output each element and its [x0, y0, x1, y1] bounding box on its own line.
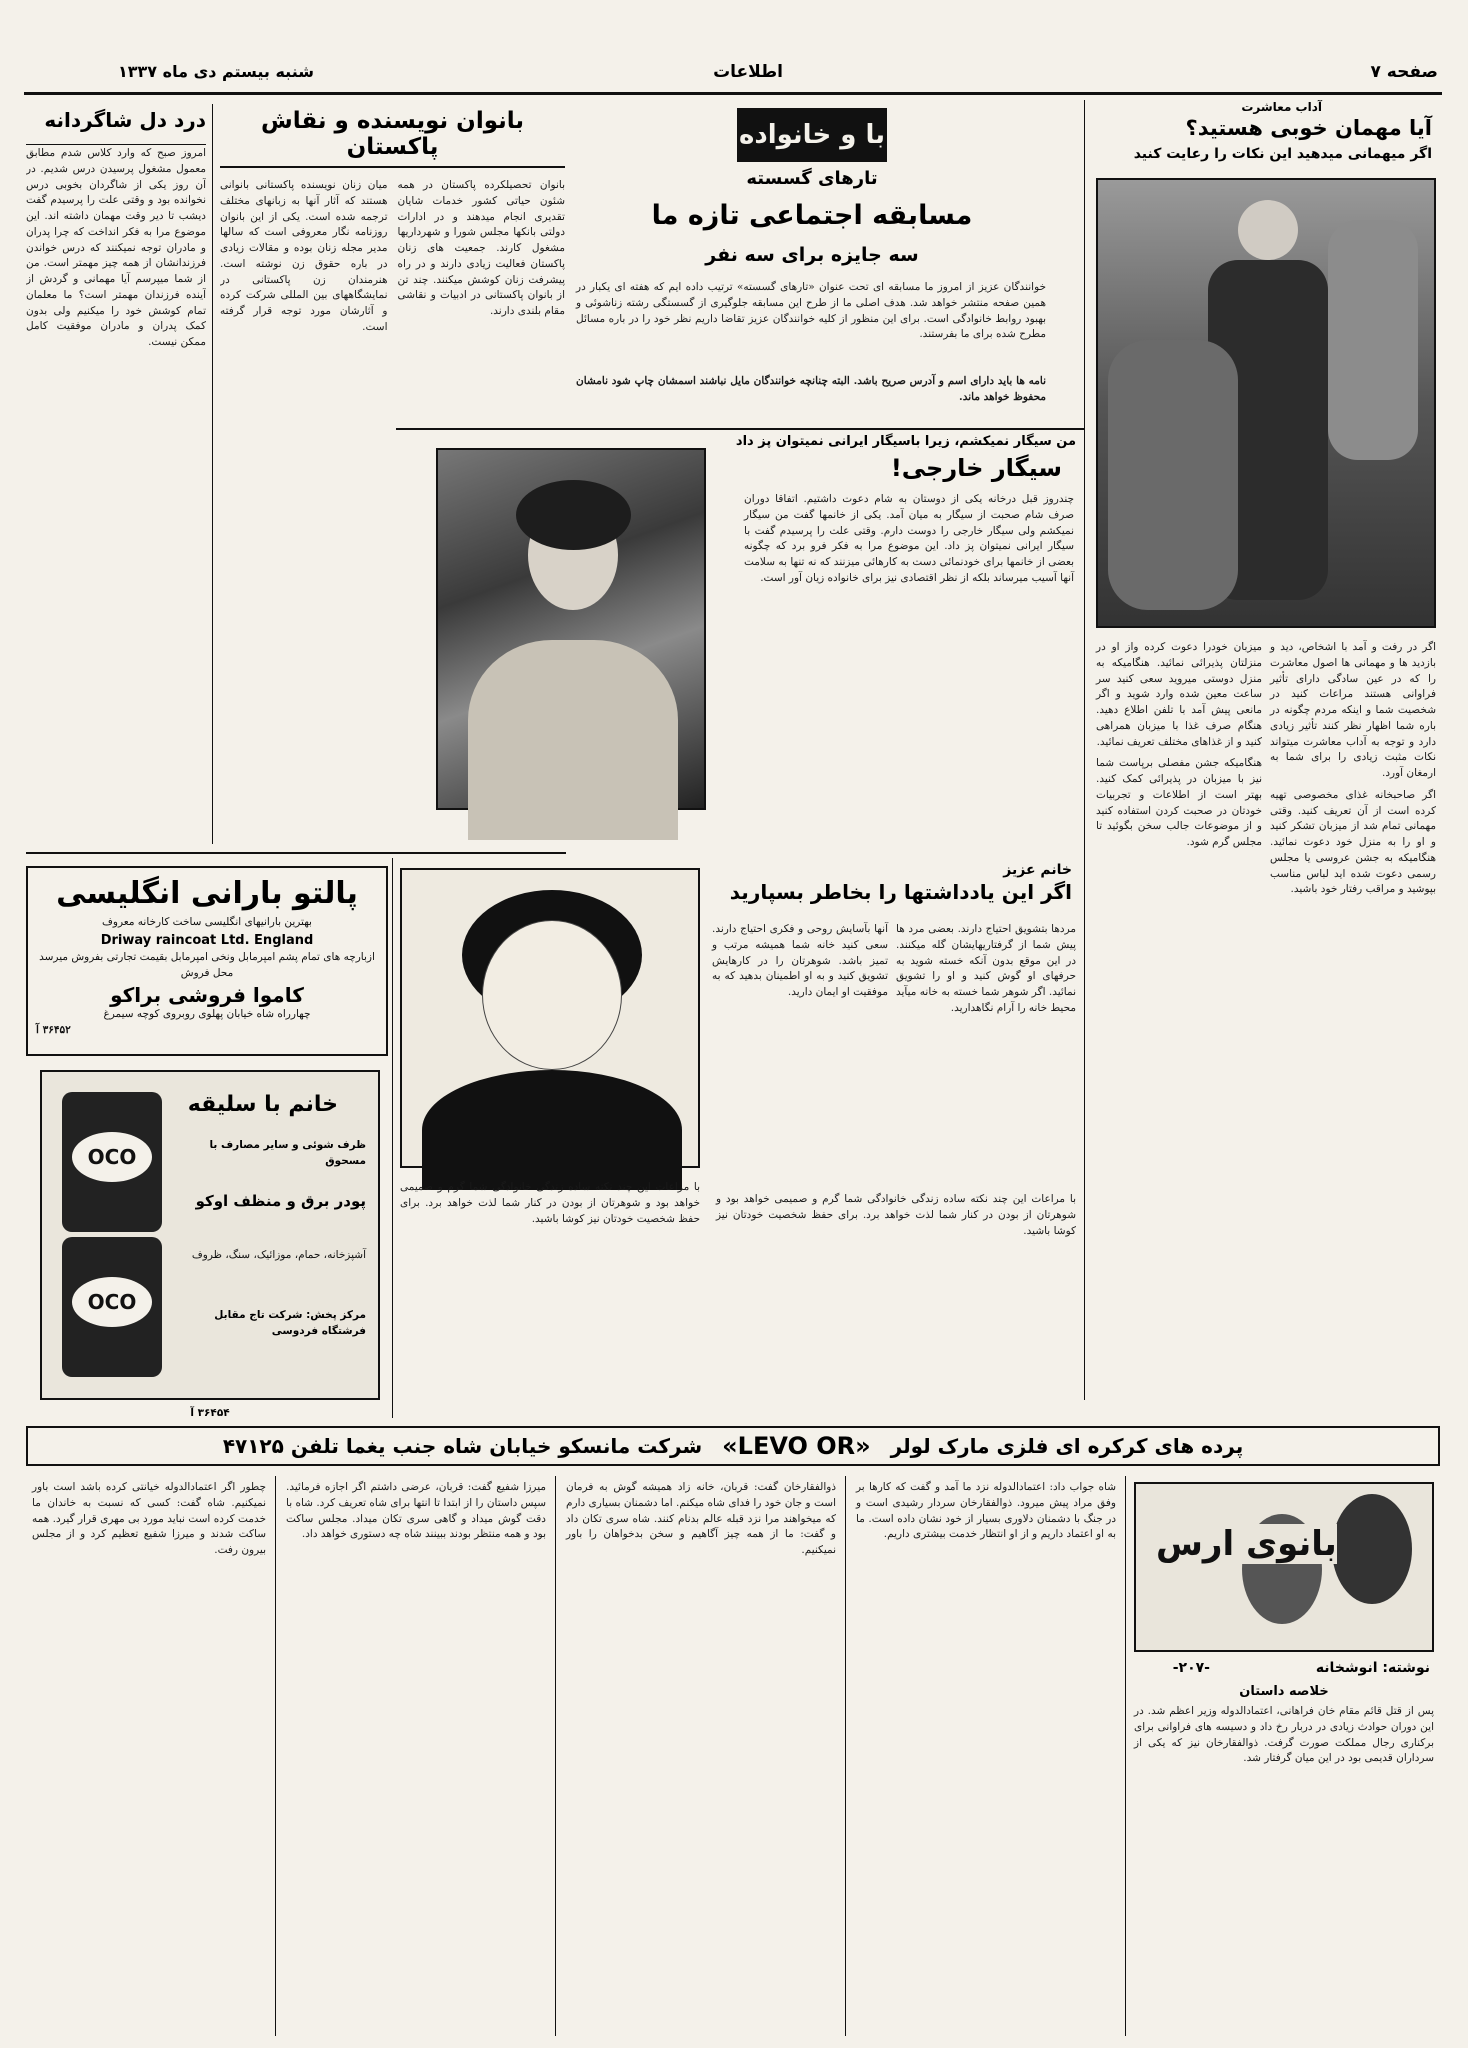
oco-can-1	[62, 1092, 162, 1232]
cigarette-kicker: من سیگار نمیکشم، زیرا باسیگار ایرانی نمیتوان پز داد	[735, 434, 1076, 449]
man-figure	[1332, 1494, 1412, 1604]
divider	[26, 144, 206, 145]
dress	[422, 1070, 682, 1190]
cigarette-photo	[436, 448, 706, 810]
contest-title: مسابقه اجتماعی تازه ما	[651, 200, 973, 231]
serial-story	[26, 1476, 1440, 2036]
oco-dealer: مرکز پخش: شرکت تاج مقابل فرشتگاه فردوسی	[214, 1309, 366, 1337]
etiquette-body-1: اگر در رفت و آمد با اشخاص، دید و بازدید ها و مهمانی ها اصول معاشرت را که در عین سادگی دارای تأثیر فراوانی هستند مراعات کنید در شخصیت شما و اینکه مردم چگونه در باره شما اظهار نظر کنند تأثیر زیادی دارد و توجه به آداب معاشرت میتواند نکات مثبت زیادی را برای شما به ارمغان آورد.	[1270, 641, 1436, 779]
oco-line-2: پودر برق و منظف اوکو	[195, 1192, 366, 1210]
page-number: صفحه ۷	[1370, 62, 1438, 82]
oco-logo: OCO	[72, 1277, 152, 1327]
contest-intro: خوانندگان عزیز از امروز ما مسابقه ای تحت عنوان «تارهای گسسته» ترتیب داده ایم که هفته ای یکبار در همین صفحه منتشر خواهد شد. هدف اصلی ما از طرح این مسابقه جلوگیری از گسستگی رشته زناشوئی و بهبود روابط خانوادگی است. برای این منظور از کلیه خوانندگان عزیز تقاضا داریم نظر خود را در باره مسائل مطرح شده برای ما بفرستند.	[576, 281, 1046, 341]
etiquette-body-2: میزبان خودرا دعوت کرده واز او در منزلتان پذیرائی نمائید. هنگامیکه به منزل دوستی میروید سعی کنید سر ساعت معین شده وارد شوید و اگر مانعی پیش آمد با تلفن اطلاع دهید. هنگام صرف غذا با میزبان همراهی کنید و از غذاهای مختلف تعریف نمائید.	[1096, 641, 1262, 748]
serial-illustration	[1134, 1482, 1434, 1652]
oco-line-1: ظرف شوئی و سایر مصارف با مسحوق	[209, 1139, 366, 1167]
smiling-woman-photo	[400, 868, 700, 1168]
man-standing	[1238, 200, 1298, 260]
etiquette-article	[1092, 100, 1442, 1400]
newspaper-name: اطلاعات	[713, 62, 783, 82]
seated-couple	[1108, 340, 1238, 610]
section-rule	[26, 852, 566, 854]
column-rule	[1125, 1476, 1126, 2036]
serial-col-3: میرزا شفیع گفت: قربان، عرضی داشتم اگر اجازه فرمائید. سپس داستان را از ابتدا تا انتها برای شاه تعریف کرد. شاه با دقت گوش میداد و گاهی سری تکان میداد. مجلس ساکت بود و همه منتظر بودند ببینند شاه چه دستوری خواهد داد.	[286, 1481, 546, 1541]
serial-col-4: چطور اگر اعتمادالدوله خیانتی کرده باشد است باور نمیکنیم. شاه گفت: کسی که نسبت به خاندان ما خدمت کرده است نباید مورد بی مهری قرار گیرد. همه ساکت شدند و میرزا شفیع تعظیم کرد و از مجلس بیرون رفت.	[32, 1481, 266, 1556]
student-body: امروز صبح که وارد کلاس شدم مطابق معمول مشغول پرسیدن درس شدیم. در آن روز یکی از شاگردان بخوبی درس نخوانده بود و وقتی علت را پرسیدم گفت دیشب تا دیر وقت مهمان داشته اند. این موضوع مرا به فکر انداخت که چرا پدران و مادران توجه نمیکنند که درس خواندن فرزندانشان از همه چیز مهمتر است. من از شما میپرسم آیا مهمانی و گردش از آینده فرزندان مهمتر است؟ ما معلمان تمام کوشش خود را میکنیم ولی بدون کمک پدران و مادران موفقیت کامل ممکن نیست.	[26, 147, 206, 348]
memory-body-continued: با مراعات این چند نکته ساده زندگی خانوادگی شما گرم و صمیمی خواهد بود و شوهرتان از بودن در کنار شما لذت خواهد برد. برای حفظ شخصیت خودتان نیز کوشا باشید.	[400, 1181, 700, 1225]
column-rule	[275, 1476, 276, 2036]
cigarette-body: چندروز قبل درخانه یکی از دوستان به شام دعوت داشتیم. اتفاقا دوران صرف شام صحبت از سیگار به میان آمد. یکی از خانمها گفت من سیگار نمیکشم ولی سیگار خارجی را دوست دارم. وقتی علت را پرسیدم گفت با سیگار ایرانی نمیتوان پز داد. این موضوع مرا به فکر فرو برد که چگونه بعضی از خانمها برای خودنمائی دست به کارهائی میزنند که نه تنها به سلامت آنها آسیب میرساند بلکه از نظر اقتصادی نیز برای خانواده زیان آور است.	[744, 493, 1074, 584]
oco-can-2	[62, 1237, 162, 1377]
curtain-text-2: شرکت مانسکو خیابان شاه جنب یغما تلفن ۴۷۱۲۵	[222, 1434, 703, 1458]
family-section	[572, 104, 1072, 424]
curtain-ad	[26, 1426, 1440, 1466]
raincoat-line-1: بهترین بارانیهای انگلیسی ساخت کارخانه معروف	[102, 916, 312, 928]
serial-summary: پس از قتل قائم مقام خان فراهانی، اعتمادالدوله وزیر اعظم شد. در این دوران حوادث زیادی در دربار رخ داد و دسیسه های فراوانی برای برکناری رجال مملکت صورت گرفت. ذوالفقارخان نیز که یکی از سرداران قدیمی بود در این میان گرفتار شد.	[1134, 1705, 1434, 1765]
serial-col-2: ذوالفقارخان گفت: قربان، خانه زاد همیشه گوش به فرمان است و جان خود را فدای شاه میکنم. اما دشمنان بسیاری دارم که میخواهند مرا نزد قبله عالم بدنام کنند. شاه سری تکان داد و گفت: ما از همه چیز آگاهیم و سخن بدخواهان را باور نمیکنیم.	[566, 1481, 836, 1556]
raincoat-title: پالتو بارانی انگلیسی	[56, 876, 358, 911]
etiquette-kicker: آداب معاشرت	[1241, 100, 1322, 114]
contest-note: نامه ها باید دارای اسم و آدرس صریح باشد. البته چنانچه خوانندگان مایل نباشند اسمشان چاپ شود نامشان محفوظ خواهد ماند.	[576, 375, 1046, 403]
pakistan-col-a: بانوان تحصیلکرده پاکستان در همه شئون حیاتی کشور خدمات شایان تقدیری انجام میدهند و در ادارات دولتی بانکها مجلس شورا و شهرداریها مشغول کارند. جمعیت های زنان پاکستان فعالیت زیادی دارند و در راه پیشرفت زنان کوشش میکنند. چند تن از بانوان پاکستانی در ادبیات و نقاشی مقام بلندی دارند.	[397, 179, 565, 317]
raincoat-phone: ۳۶۴۵۲ آ	[36, 1024, 71, 1036]
raincoat-line-2: ازبارچه های تمام پشم امپرمابل ونخی امپرمابل بقیمت تجارتی بفروش میرسد محل فروش	[39, 950, 375, 979]
header-rule	[24, 92, 1442, 95]
memory-title: اگر این یادداشتها را بخاطر بسپارید	[729, 880, 1072, 904]
column-rule	[845, 1476, 846, 2036]
column-rule	[212, 104, 213, 844]
face	[482, 920, 622, 1070]
section-rule	[396, 428, 1084, 430]
raincoat-address: چهارراه شاه خیابان پهلوی روبروی کوچه سیمرغ	[103, 1008, 311, 1021]
issue-date: شنبه بیستم دی ماه ۱۳۳۷	[118, 62, 314, 81]
memory-kicker: خانم عزیز	[1003, 862, 1072, 878]
cigarette-title: سیگار خارجی!	[890, 454, 1062, 482]
etiquette-subtitle: اگر میهمانی میدهید این نکات را رعایت کنید	[1133, 146, 1432, 162]
etiquette-title: آیا مهمان خوبی هستید؟	[1185, 116, 1432, 140]
pakistan-title: بانوان نویسنده و نقاش پاکستان	[220, 108, 565, 168]
woman-shoulders	[468, 640, 678, 840]
woman-right	[1328, 220, 1418, 460]
oco-line-3: آشپزخانه، حمام، موزائیک، سنگ، ظروف	[191, 1249, 366, 1261]
column-rule	[1084, 100, 1085, 1400]
column-rule	[555, 1476, 556, 2036]
woman-hair	[516, 480, 631, 550]
memory-body-1: مردها بتشویق احتیاج دارند. بعضی مرد ها پیش شما از گرفتاریهایشان گله میکنند. در این موقع بدون آنکه خسته شوید به حرفهای او گوش کنید و او را تشویق نمائید. اگر شوهر شما خسته به خانه میآید محیط خانه را آرام نگاهدارید.	[896, 923, 1076, 1014]
curtain-brand: «LEVO OR»	[722, 1432, 871, 1460]
serial-number: -۲۰۷-	[1172, 1660, 1210, 1676]
raincoat-ad	[26, 866, 388, 1056]
raincoat-store: کاموا فروشی براکو	[110, 983, 304, 1008]
serial-title: بانوی ارس	[1156, 1524, 1337, 1564]
memory-body-2: آنها بآسایش روحی و فکری احتیاج دارند. سعی کنید خانه شما همیشه مرتب و تمیز باشد. شوهرتان را در کارهایش تشویق کنید و به او اطمینان بدهید که به موفقیت او ایمان دارید.	[712, 923, 888, 998]
oco-tagline: خانم با سلیقه	[187, 1092, 338, 1117]
family-title: با و خانواده	[737, 108, 887, 162]
pakistan-col-b: میان زنان نویسنده پاکستانی بانوانی هستند که آثار آنها به زبانهای مختلف ترجمه شده است. یکی از این بانوان روزنامه نگار معروفی است که سالها مدیر مجله زنان بوده و مقالات زیادی در باره حقوق زن نوشته است. هنرمندان زن پاکستانی در نمایشگاههای بین المللی شرکت کرده و آثارشان مورد توجه قرار گرفته است.	[220, 179, 388, 333]
curtain-text-1: پرده های کرکره ای فلزی مارک لولر	[890, 1434, 1244, 1458]
serial-summary-title: خلاصه داستان	[1239, 1684, 1329, 1699]
student-title: درد دل شاگردانه	[44, 108, 206, 132]
etiquette-body-4: هنگامیکه جشن مفصلی برپاست شما نیز با میزبان در پذیرائی کمک کنید. بهتر است از اطلاعات و تجربیات خودتان در صحبت کردن استفاده کنید و از موضوعات جالب سخن بگوئید تا مجلس گرم شود.	[1096, 757, 1262, 848]
serial-author: نوشته: انوشخانه	[1315, 1660, 1430, 1676]
column-rule	[392, 858, 393, 1418]
serial-col-1: شاه جواب داد: اعتمادالدوله نزد ما آمد و گفت که کارها بر وفق مراد پیش میرود. ذوالفقارخان سردار رشیدی است و در جنگ با دشمنان دلاوری بسیار از خود نشان داده است. ما به او اعتماد داریم و از او انتظار خدمت بیشتری داریم.	[856, 1481, 1116, 1541]
student-article	[26, 108, 206, 828]
oco-logo: OCO	[72, 1132, 152, 1182]
oco-phone: ۳۶۴۵۴ آ	[190, 1407, 230, 1419]
cigarette-article	[396, 432, 1082, 860]
contest-prizes: سه جایزه برای سه نفر	[705, 244, 919, 266]
oco-ad	[40, 1070, 380, 1400]
memory-article	[706, 862, 1082, 1422]
strings-label: تارهای گسسته	[746, 168, 878, 189]
etiquette-photo	[1096, 178, 1436, 628]
memory-body-3: با مراعات این چند نکته ساده زندگی خانوادگی شما گرم و صمیمی خواهد بود و شوهرتان از بودن در کنار شما لذت خواهد برد. برای حفظ شخصیت خودتان نیز کوشا باشید.	[716, 1193, 1076, 1237]
raincoat-brand: Driway raincoat Ltd. England	[100, 932, 314, 948]
etiquette-body-3: اگر صاحبخانه غذای مخصوصی تهیه کرده است از آن تعریف کنید. وقتی مهمانی تمام شد از میزبان تشکر کنید و او را به منزل خود دعوت نمائید. هنگامیکه به جشن عروسی یا مجلس رسمی دعوت شده اید لباس مناسب بپوشید و مراقب رفتار خود باشید.	[1270, 788, 1436, 896]
